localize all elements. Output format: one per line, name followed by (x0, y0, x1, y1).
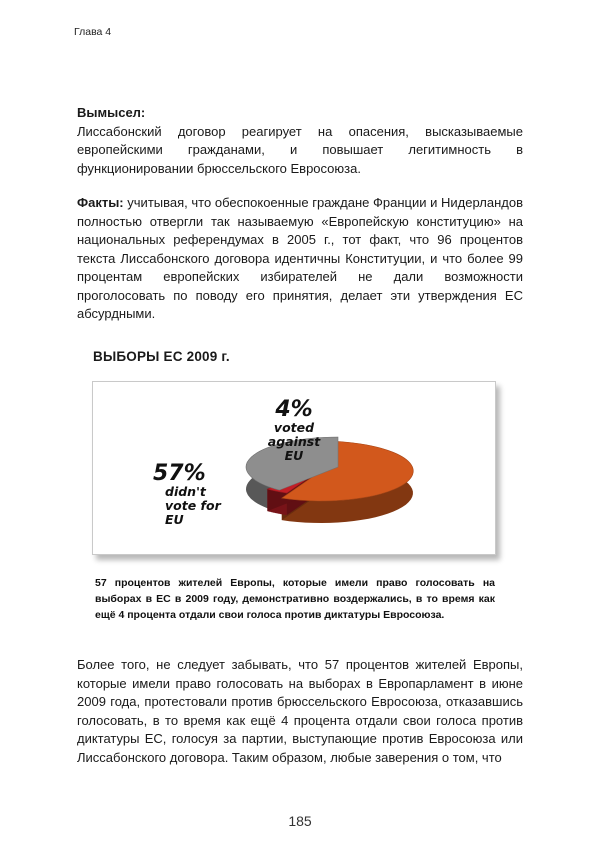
slice-percent-label: 57% (153, 461, 206, 486)
body-paragraph: Более того, не следует забывать, что 57 процентов жителей Европы, которые имели право голосовать на выборах в Европарламент в июне 2009 года, протестовали против брюссельского Евросоюза, отказавшись голосовать, в то время как ещё 4 процента отдали свои голоса против диктатуры ЕС, голосуя за партии, выступающие против Евросоюза или Лиссабонского договора. Таким образом, любые заверения о том, что (77, 657, 523, 765)
running-head: Глава 4 (74, 26, 112, 38)
myth-label: Вымысел: (77, 105, 146, 120)
pie-chart (92, 381, 496, 555)
facts-label: Факты: (77, 195, 124, 210)
page-number: 185 (288, 813, 312, 829)
facts-text: учитывая, что обеспокоенные граждане Франции и Нидерландов полностью отвергли так называемую «Европейскую конституцию» на национальных референдумах в 2005 г., тот факт, что 96 процентов текста Лиссабонского договора идентичны Конституции, и что более 99 процентам европейских избирателей не дали возможности проголосовать по поводу его принятия, делает эти утверждения ЕС абсурдными. (77, 195, 523, 321)
myth-text: Лиссабонский договор реагирует на опасения, высказываемые европейскими гражданами, и повышает легитимность в функционировании брюссельского Евросоюза. (77, 123, 523, 176)
myth-section (77, 104, 523, 178)
chart-caption: 57 процентов жителей Европы, которые имели право голосовать на выборах в ЕС в 2009 году, демонстративно воздержались, в то время как ещё 4 процента отдали свои голоса против диктатуры Евросоюза. (95, 577, 495, 621)
slice-text-label: didn't (165, 484, 206, 499)
pie-chart-svg (93, 382, 495, 554)
slice-text-label: vote for (165, 498, 221, 513)
slice-text-label: EU (165, 512, 184, 527)
slice-text-label: against (267, 434, 321, 449)
facts-section (77, 194, 523, 324)
slice-text-label: EU (284, 448, 304, 463)
section-title: ВЫБОРЫ ЕС 2009 г. (93, 349, 230, 364)
slice-text-label: voted (273, 420, 315, 435)
slice-percent-label: 4% (275, 397, 313, 422)
